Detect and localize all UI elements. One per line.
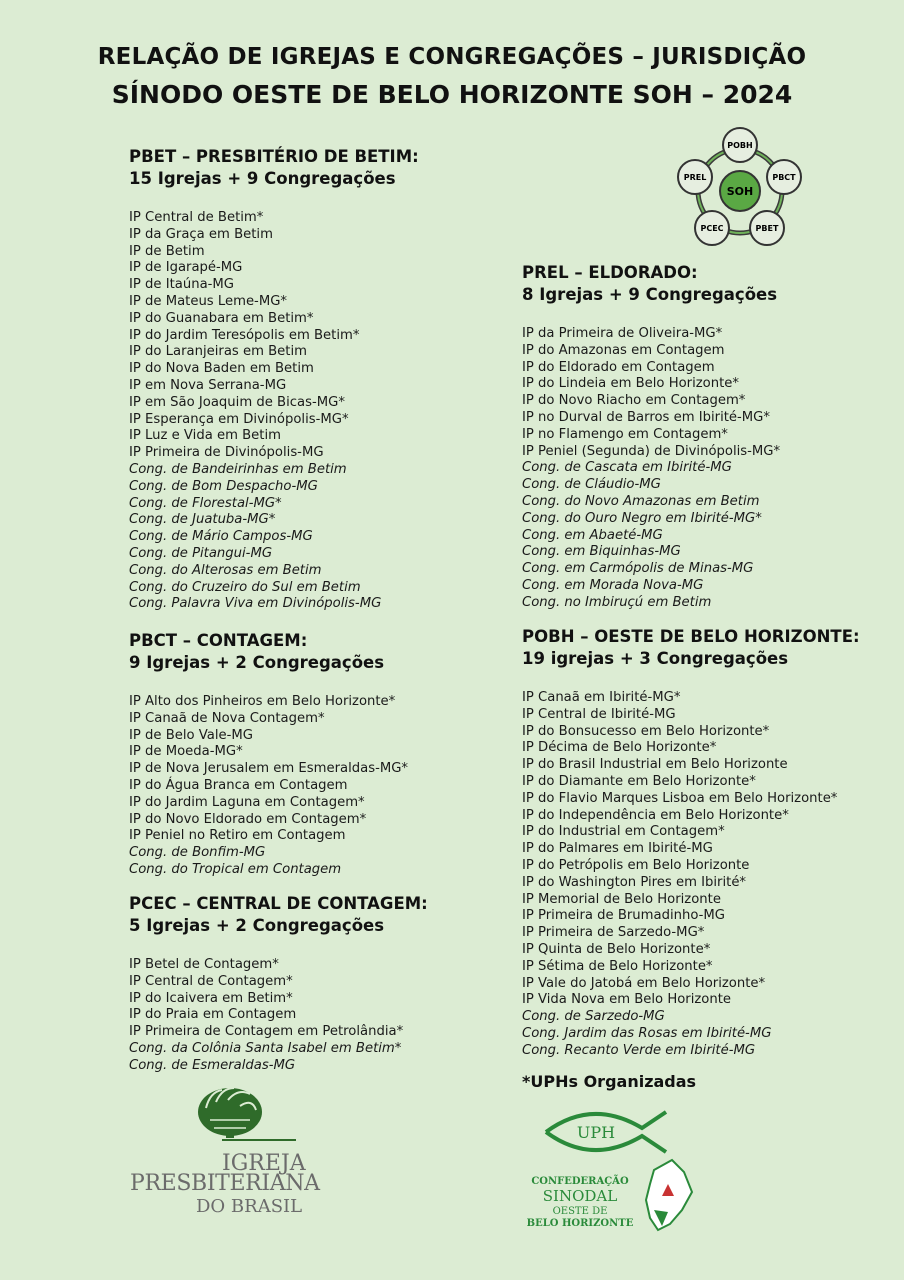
- burning-bush-icon: [198, 1088, 262, 1138]
- list-item: Cong. do Cruzeiro do Sul em Betim: [129, 579, 361, 595]
- fish-icon: [546, 1112, 666, 1152]
- node-pcec: [695, 211, 729, 245]
- list-item: Cong. Jardim das Rosas em Ibirité-MG: [522, 1025, 772, 1041]
- section-subtitle: 15 Igrejas + 9 Congregações: [129, 169, 396, 188]
- svg-text:PCEC: PCEC: [700, 224, 724, 233]
- list-item: Cong. de Bandeirinhas em Betim: [129, 461, 347, 477]
- list-item: IP de Mateus Leme-MG*: [129, 293, 288, 309]
- list-item: IP Vida Nova em Belo Horizonte: [522, 992, 732, 1008]
- node-pbet: [750, 211, 784, 245]
- list-item: IP do Jardim Laguna em Contagem*: [129, 794, 365, 810]
- list-item: IP de Belo Vale-MG: [129, 727, 254, 743]
- list-item: IP no Durval de Barros em Ibirité-MG*: [522, 409, 770, 425]
- list-item: IP do Brasil Industrial em Belo Horizonte: [522, 757, 788, 773]
- document-title-line1: RELAÇÃO DE IGREJAS E CONGREGAÇÕES – JURISDIÇÃO: [97, 44, 807, 70]
- section-pbet: [129, 146, 419, 613]
- list-item: Cong. do Tropical em Contagem: [129, 861, 342, 877]
- list-item: Cong. Palavra Viva em Divinópolis-MG: [129, 596, 382, 612]
- church-list: [522, 326, 780, 612]
- list-item: IP em São Joaquim de Bicas-MG*: [129, 394, 345, 410]
- list-item: Cong. do Ouro Negro em Ibirité-MG*: [522, 510, 762, 526]
- list-item: IP de Itaúna-MG: [129, 277, 235, 293]
- list-item: Cong. de Bonfim-MG: [129, 845, 266, 861]
- list-item: Cong. de Cláudio-MG: [522, 477, 661, 493]
- list-item: IP Primeira de Sarzedo-MG*: [522, 925, 705, 941]
- logo-text-presbiteriana: PRESBITERIANA: [130, 1171, 320, 1196]
- list-item: IP Primeira de Brumadinho-MG: [522, 908, 726, 924]
- list-item: Cong. de Bom Despacho-MG: [129, 478, 318, 494]
- list-item: IP Luz e Vida em Betim: [129, 428, 281, 444]
- list-item: Cong. Recanto Verde em Ibirité-MG: [522, 1042, 756, 1058]
- logo-text-do-brasil: DO BRASIL: [196, 1196, 303, 1217]
- list-item: IP Primeira de Divinópolis-MG: [129, 445, 324, 461]
- list-item: Cong. em Biquinhas-MG: [522, 544, 681, 560]
- list-item: IP de Betim: [129, 243, 205, 259]
- list-item: Cong. do Novo Amazonas em Betim: [522, 493, 760, 509]
- section-subtitle: 8 Igrejas + 9 Congregações: [522, 285, 778, 304]
- church-list: [129, 694, 408, 879]
- section-title: PBCT – CONTAGEM:: [129, 631, 308, 650]
- section-subtitle: 19 igrejas + 3 Congregações: [522, 649, 789, 668]
- list-item: IP Alto dos Pinheiros em Belo Horizonte*: [129, 694, 396, 709]
- node-prel: [678, 160, 712, 194]
- church-list: [522, 690, 860, 1060]
- list-item: Cong. de Esmeraldas-MG: [129, 1057, 296, 1073]
- list-item: Cong. de Pitangui-MG: [129, 545, 273, 561]
- church-list: [129, 210, 419, 613]
- list-item: IP Betel de Contagem*: [129, 957, 279, 972]
- uph-confederation-logo: [522, 1100, 722, 1240]
- list-item: IP do Flavio Marques Lisboa em Belo Horizonte*: [522, 790, 838, 806]
- list-item: IP do Icaivera em Betim*: [129, 990, 293, 1006]
- list-item: Cong. em Carmópolis de Minas-MG: [522, 561, 754, 577]
- list-item: Cong. de Sarzedo-MG: [522, 1009, 665, 1025]
- list-item: IP Décima de Belo Horizonte*: [522, 740, 717, 756]
- list-item: IP Vale do Jatobá em Belo Horizonte*: [522, 975, 766, 991]
- list-item: IP Canaã em Ibirité-MG*: [522, 690, 681, 705]
- uph-footnote: *UPHs Organizadas: [522, 1072, 697, 1091]
- uph-text-confederacao: CONFEDERAÇÃO: [531, 1176, 629, 1187]
- list-item: Cong. do Alterosas em Betim: [129, 562, 322, 578]
- list-item: IP do Nova Baden em Betim: [129, 361, 314, 377]
- list-item: IP do Água Branca em Contagem: [129, 777, 348, 793]
- list-item: IP Peniel (Segunda) de Divinópolis-MG*: [522, 443, 781, 459]
- list-item: IP Canaã de Nova Contagem*: [129, 710, 325, 726]
- minas-gerais-map-icon: [646, 1160, 692, 1230]
- list-item: Cong. da Colônia Santa Isabel em Betim*: [129, 1040, 402, 1056]
- node-pobh: [723, 128, 757, 162]
- section-subtitle: 5 Igrejas + 2 Congregações: [129, 916, 385, 935]
- uph-text-oeste-de: OESTE DE: [552, 1206, 608, 1217]
- list-item: IP do Eldorado em Contagem: [522, 359, 715, 375]
- ipb-logo: [130, 1082, 330, 1222]
- section-pobh: [522, 626, 860, 1060]
- list-item: IP do Guanabara em Betim*: [129, 310, 314, 326]
- list-item: IP de Igarapé-MG: [129, 260, 243, 276]
- list-item: IP Central de Ibirité-MG: [522, 706, 676, 722]
- uph-text-sinodal: SINODAL: [542, 1187, 618, 1205]
- section-title: PREL – ELDORADO:: [522, 263, 698, 282]
- uph-text-belo-horizonte: BELO HORIZONTE: [526, 1218, 634, 1229]
- list-item: IP Peniel no Retiro em Contagem: [129, 828, 346, 844]
- section-subtitle: 9 Igrejas + 2 Congregações: [129, 653, 385, 672]
- list-item: IP do Laranjeiras em Betim: [129, 344, 307, 360]
- list-item: IP do Novo Riacho em Contagem*: [522, 393, 746, 409]
- svg-text:SOH: SOH: [726, 185, 754, 198]
- list-item: IP Sétima de Belo Horizonte*: [522, 958, 713, 974]
- soh-presbytery-diagram: [672, 124, 808, 248]
- list-item: Cong. em Morada Nova-MG: [522, 577, 704, 593]
- list-item: IP Memorial de Belo Horizonte: [522, 891, 721, 907]
- svg-text:PBCT: PBCT: [772, 173, 796, 182]
- list-item: IP Central de Contagem*: [129, 973, 293, 989]
- section-pcec: [129, 893, 428, 1075]
- list-item: Cong. no Imbiruçú em Betim: [522, 594, 712, 610]
- section-prel: [522, 262, 780, 612]
- list-item: Cong. de Florestal-MG*: [129, 495, 282, 511]
- list-item: IP do Lindeia em Belo Horizonte*: [522, 376, 739, 392]
- list-item: IP de Moeda-MG*: [129, 744, 243, 760]
- list-item: Cong. de Cascata em Ibirité-MG: [522, 460, 732, 476]
- node-soh-center: [720, 171, 760, 211]
- list-item: IP do Novo Eldorado em Contagem*: [129, 811, 367, 827]
- list-item: IP do Petrópolis em Belo Horizonte: [522, 857, 750, 873]
- list-item: IP da Graça em Betim: [129, 226, 273, 242]
- list-item: IP do Jardim Teresópolis em Betim*: [129, 327, 360, 343]
- list-item: Cong. em Abaeté-MG: [522, 527, 663, 543]
- list-item: IP do Industrial em Contagem*: [522, 824, 725, 840]
- section-title: PCEC – CENTRAL DE CONTAGEM:: [129, 894, 428, 913]
- logo-text-igreja: IGREJA: [222, 1151, 306, 1176]
- list-item: IP do Independência em Belo Horizonte*: [522, 807, 789, 823]
- list-item: IP do Praia em Contagem: [129, 1007, 297, 1023]
- list-item: IP Central de Betim*: [129, 210, 264, 225]
- section-title: PBET – PRESBITÉRIO DE BETIM:: [129, 147, 419, 166]
- list-item: IP do Washington Pires em Ibirité*: [522, 874, 747, 890]
- list-item: IP no Flamengo em Contagem*: [522, 426, 728, 442]
- list-item: IP do Diamante em Belo Horizonte*: [522, 773, 756, 789]
- list-item: IP do Bonsucesso em Belo Horizonte*: [522, 723, 770, 739]
- node-pbct: [767, 160, 801, 194]
- list-item: IP Primeira de Contagem em Petrolândia*: [129, 1024, 404, 1040]
- list-item: IP Quinta de Belo Horizonte*: [522, 941, 711, 957]
- list-item: IP Esperança em Divinópolis-MG*: [129, 411, 349, 427]
- list-item: Cong. de Juatuba-MG*: [129, 512, 276, 528]
- section-title: POBH – OESTE DE BELO HORIZONTE:: [522, 627, 860, 646]
- svg-text:POBH: POBH: [727, 141, 753, 150]
- list-item: IP do Palmares em Ibirité-MG: [522, 841, 713, 857]
- church-list: [129, 957, 428, 1075]
- fish-uph-text: UPH: [576, 1123, 616, 1142]
- list-item: IP em Nova Serrana-MG: [129, 377, 287, 393]
- svg-text:PREL: PREL: [683, 173, 707, 182]
- list-item: IP da Primeira de Oliveira-MG*: [522, 326, 723, 341]
- document-title-line2: SÍNODO OESTE DE BELO HORIZONTE SOH – 2024: [111, 80, 793, 109]
- section-pbct: [129, 630, 408, 879]
- svg-text:PBET: PBET: [755, 224, 779, 233]
- list-item: IP de Nova Jerusalem em Esmeraldas-MG*: [129, 761, 409, 777]
- list-item: IP do Amazonas em Contagem: [522, 342, 725, 358]
- list-item: Cong. de Mário Campos-MG: [129, 529, 313, 545]
